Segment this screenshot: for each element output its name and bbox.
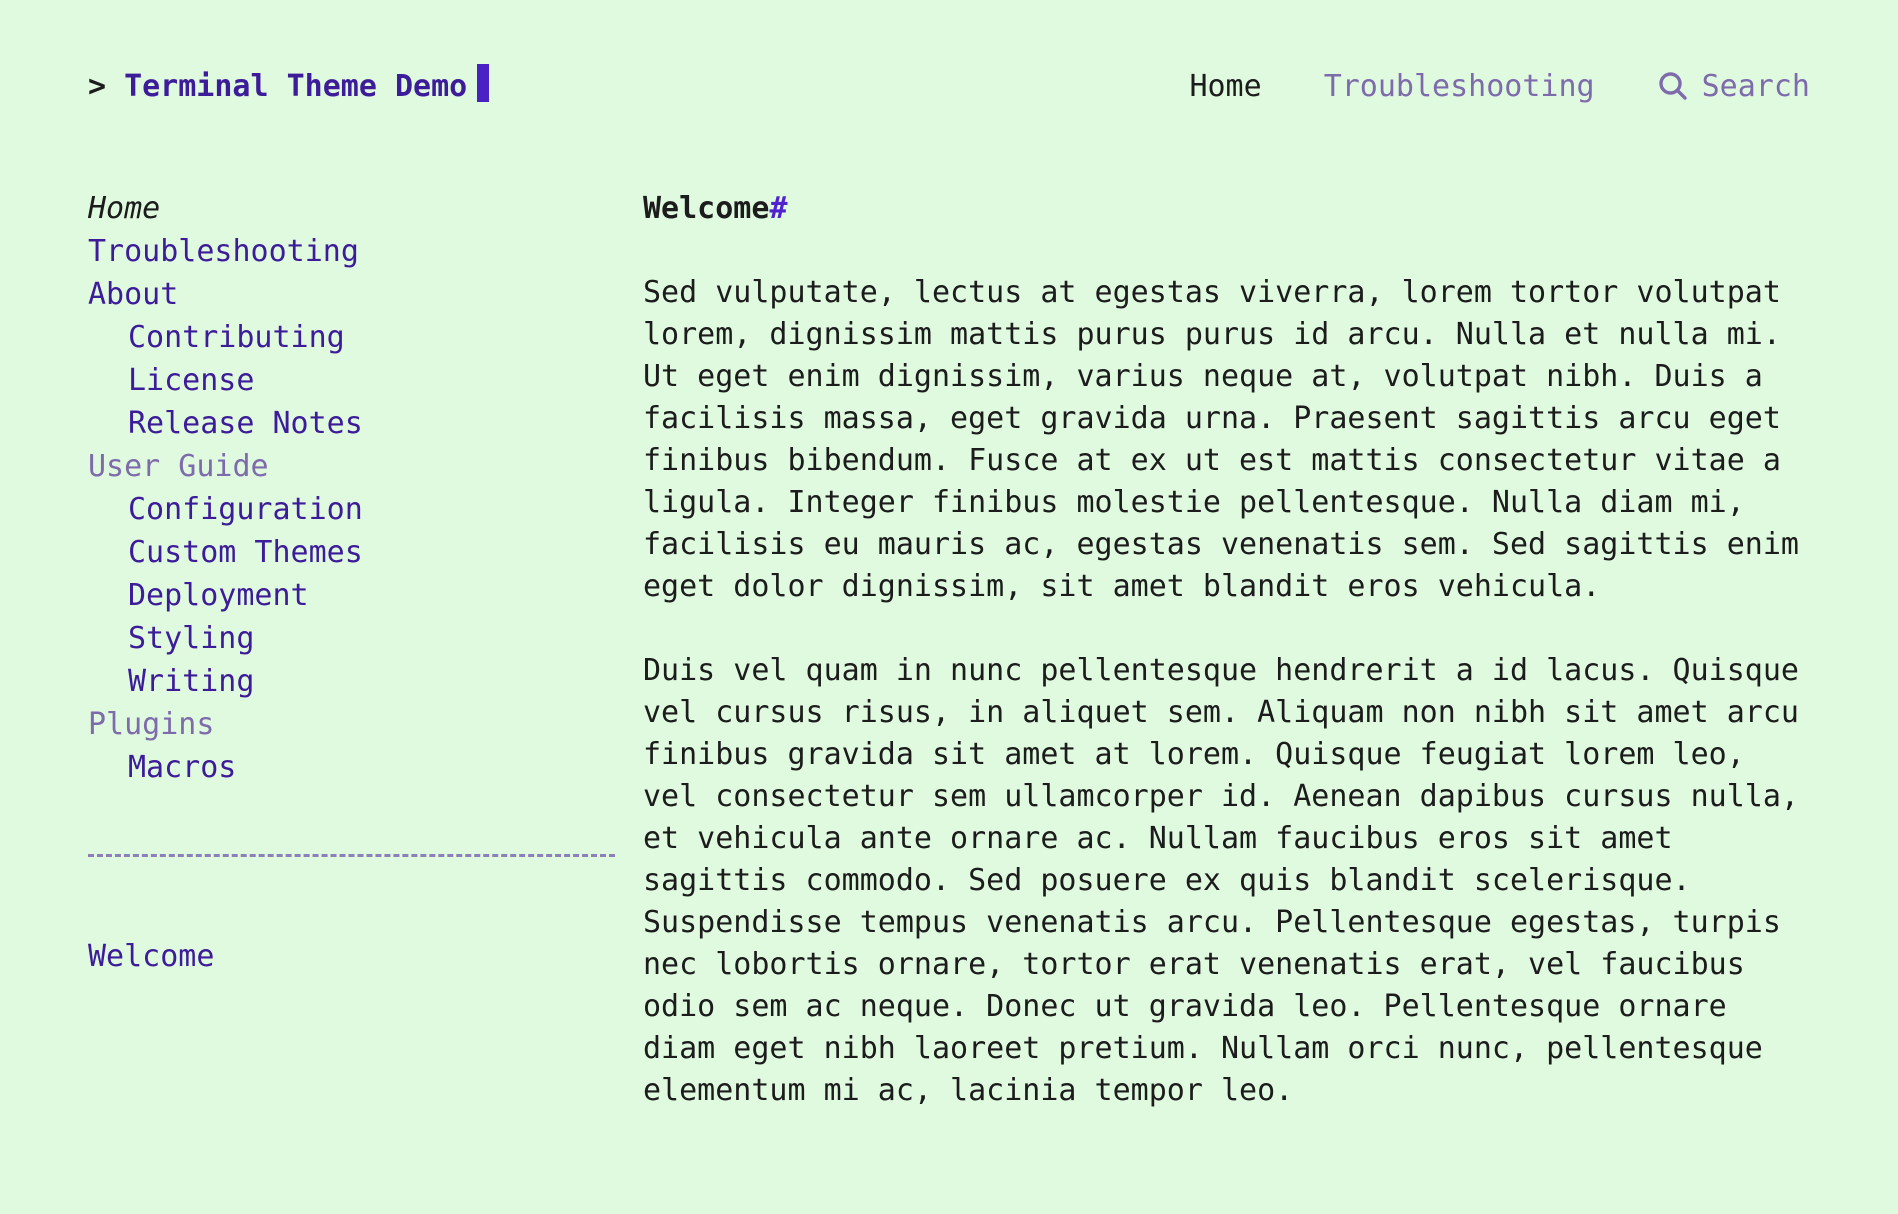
sidebar-item-custom-themes bbox=[88, 531, 615, 574]
sidebar-item-writing bbox=[88, 660, 615, 703]
nav-item-troubleshooting[interactable]: Troubleshooting bbox=[1323, 68, 1595, 104]
toc-link-welcome[interactable]: Welcome bbox=[88, 939, 215, 974]
site-title: Terminal Theme Demo bbox=[124, 69, 468, 104]
toc-item-welcome bbox=[88, 935, 615, 978]
sidebar-link-macros[interactable]: Macros bbox=[128, 750, 237, 785]
sidebar-section-user-guide: User Guide bbox=[88, 449, 269, 484]
sidebar-item-configuration bbox=[88, 488, 615, 531]
sidebar-link-about[interactable]: About bbox=[88, 277, 179, 312]
paragraph-1: Sed vulputate, lectus at egestas viverra, lorem tortor volutpat lorem, dignissim mattis purus purus id arcu. Nulla et nulla mi. Ut eget enim dignissim, varius neque at, volutpat nibh. Duis a facilisis massa, eget gravida urna. Praesent sagittis arcu eget finibus bibendum. Fusce at ex ut est mattis consectetur vitae a ligula. Integer finibus molestie pellentesque. Nulla diam mi, facilisis eu mauris ac, egestas venenatis sem. Sed sagittis enim eget dolor dignissim, sit amet blandit eros vehicula. bbox=[643, 275, 1799, 604]
site-header bbox=[88, 64, 1810, 108]
top-nav bbox=[1189, 65, 1810, 108]
search-label: Search bbox=[1701, 68, 1810, 104]
sidebar-link-custom-themes[interactable]: Custom Themes bbox=[128, 535, 363, 570]
page-title-text: Welcome bbox=[643, 191, 770, 226]
sidebar-item-macros bbox=[88, 746, 615, 789]
sidebar-link-configuration[interactable]: Configuration bbox=[128, 492, 363, 527]
sidebar-link-release-notes[interactable]: Release Notes bbox=[128, 406, 363, 441]
sidebar-item-about bbox=[88, 273, 615, 316]
search-button[interactable] bbox=[1657, 65, 1810, 108]
sidebar-divider bbox=[88, 854, 615, 857]
content-layout bbox=[88, 187, 1810, 1154]
sidebar-section-plugins: Plugins bbox=[88, 707, 215, 742]
sidebar-link-troubleshooting[interactable]: Troubleshooting bbox=[88, 234, 359, 269]
sidebar-item-deployment bbox=[88, 574, 615, 617]
sidebar bbox=[88, 187, 615, 978]
sidebar-link-deployment[interactable]: Deployment bbox=[128, 578, 309, 613]
sidebar-item-troubleshooting bbox=[88, 230, 615, 273]
page-title bbox=[643, 187, 1810, 230]
terminal-cursor bbox=[477, 64, 489, 102]
site-title-link[interactable] bbox=[88, 64, 489, 108]
search-icon bbox=[1657, 70, 1689, 102]
paragraph-2: Duis vel quam in nunc pellentesque hendrerit a id lacus. Quisque vel cursus risus, in aliquet sem. Aliquam non nibh sit amet arcu finibus gravida sit amet at lorem. Quisque feugiat lorem leo, vel consectetur sem ullamcorper id. Aenean dapibus cursus nulla, et vehicula ante ornare ac. Nullam faucibus eros sit amet sagittis commodo. Sed posuere ex quis blandit scelerisque. Suspendisse tempus venenatis arcu. Pellentesque egestas, turpis nec lobortis ornare, tortor erat venenatis erat, vel faucibus odio sem ac neque. Donec ut gravida leo. Pellentesque ornare diam eget nibh laoreet pretium. Nullam orci nunc, pellentesque elementum mi ac, lacinia tempor leo. bbox=[643, 653, 1799, 1108]
sidebar-link-license[interactable]: License bbox=[128, 363, 255, 398]
sidebar-item-contributing bbox=[88, 316, 615, 359]
sidebar-link-styling[interactable]: Styling bbox=[128, 621, 255, 656]
page-body bbox=[643, 272, 1810, 1112]
sidebar-link-writing[interactable]: Writing bbox=[128, 664, 255, 699]
heading-anchor-link[interactable]: # bbox=[769, 191, 788, 226]
main-content bbox=[643, 187, 1810, 1154]
sidebar-item-license bbox=[88, 359, 615, 402]
sidebar-item-release-notes bbox=[88, 402, 615, 445]
nav-item-home[interactable]: Home bbox=[1189, 68, 1262, 104]
sidebar-item-styling bbox=[88, 617, 615, 660]
sidebar-menu bbox=[88, 187, 615, 789]
sidebar-link-contributing[interactable]: Contributing bbox=[128, 320, 345, 355]
sidebar-item-home[interactable]: Home bbox=[88, 191, 161, 226]
page-toc bbox=[88, 935, 615, 978]
terminal-prompt: > bbox=[88, 69, 107, 104]
